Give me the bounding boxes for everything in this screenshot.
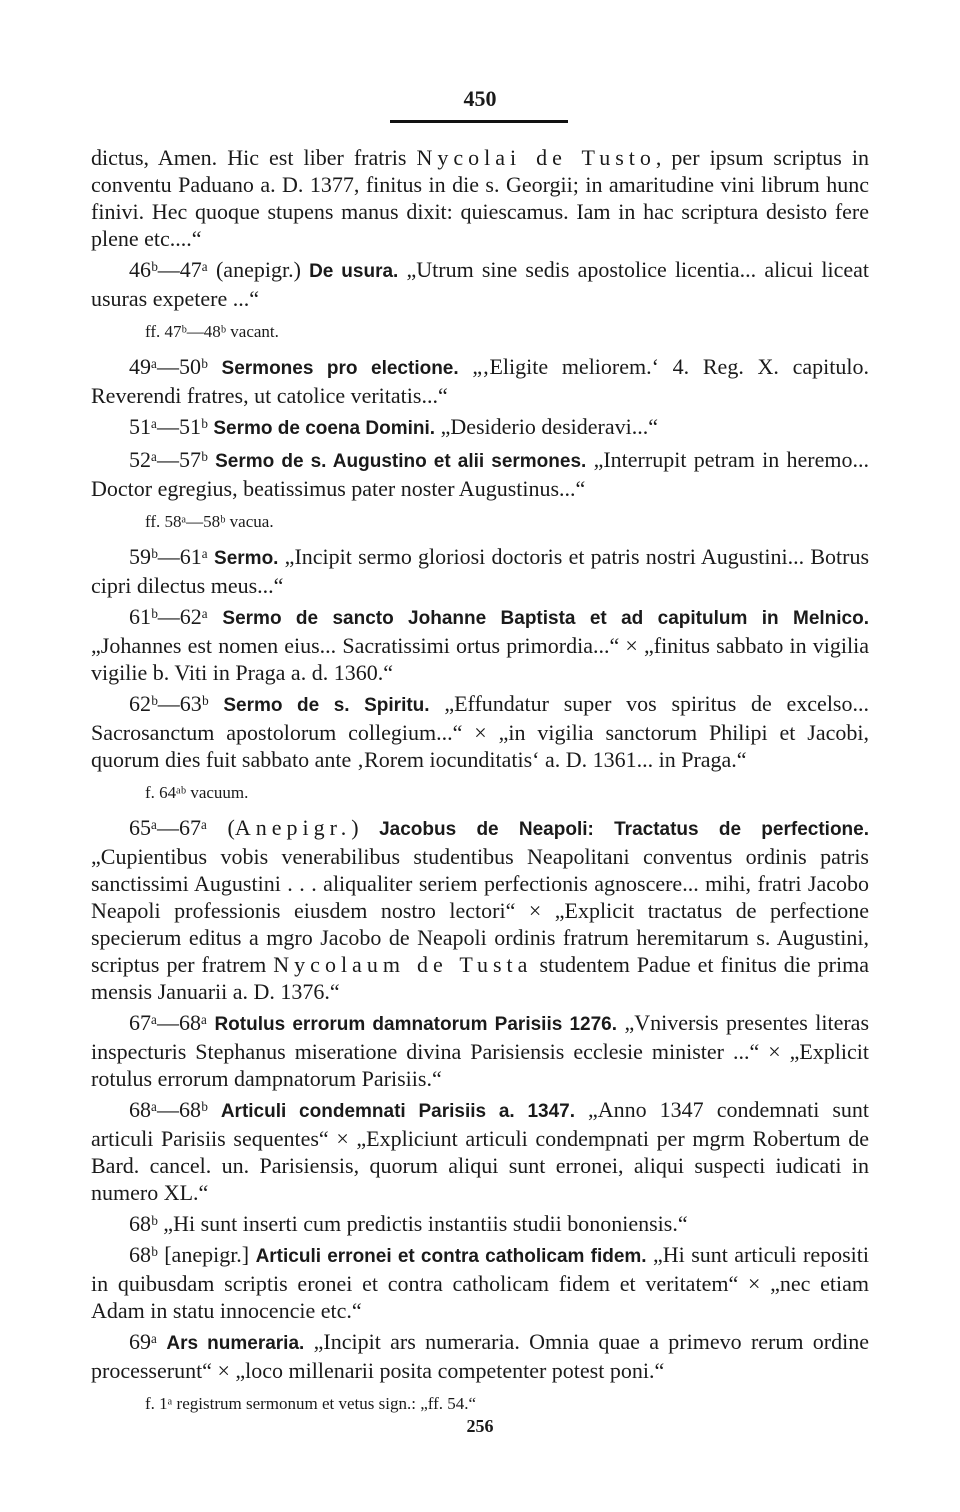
entry-text: „Hi sunt articuli repositi in quibusdam scriptis eronei et contra catholicam fidem et veritatem“ × „nec etiam Adam in statu innocencie etc.“ [91, 1242, 870, 1323]
folio-note [145, 318, 869, 345]
entry-text: „Incipit ars numeraria. Omnia quae a primevo rerum ordine processerunt“ × „loco millenarii posita competenter potest poni.“ [91, 1329, 870, 1383]
catalogue-entry [91, 1328, 869, 1384]
folio-note [145, 508, 869, 535]
entry-text: 52ᵃ—57ᵇ [129, 447, 216, 472]
entry-text: f. 1ᵃ registrum sermonum et vetus sign.: „ff. 54.“ [145, 1394, 477, 1413]
catalogue-entry [91, 603, 869, 686]
entry-text: 68ᵇ „Hi sunt inserti cum predictis instantiis studii bononiensis.“ [129, 1211, 688, 1236]
entry-title: De usura. [309, 261, 399, 282]
catalogue-entry [91, 144, 869, 252]
catalogue-entry [91, 1210, 869, 1237]
catalogue-entry [91, 353, 869, 409]
entry-text: „Incipit sermo gloriosi doctoris et patris nostri Augustini... Botrus cipri dilectus meus...“ [91, 544, 870, 598]
entry-text: 49ᵃ—50ᵇ [129, 354, 222, 379]
catalogue-entry [91, 814, 869, 1005]
entry-text: Anepigr. [234, 815, 352, 840]
catalogue-entry [91, 690, 869, 773]
entry-text: 61ᵇ—62ᵃ [129, 604, 223, 629]
entry-text: 46ᵇ—47ᵃ (anepigr.) [129, 257, 310, 282]
entry-title: Ars numeraria. [166, 1333, 305, 1354]
entry-text: dictus, Amen. Hic est liber fratris [91, 145, 417, 170]
catalogue-entry [91, 1096, 869, 1206]
entry-title: Sermo de s. Spiritu. [223, 695, 430, 716]
entry-title: Sermo de s. Augustino et alii sermones. [215, 451, 587, 472]
entry-text: 68ᵇ [anepigr.] [129, 1242, 256, 1267]
entry-text: „Anno 1347 condemnati sunt articuli Parisiis sequentes“ × „Expliciunt articuli condempnati per mgrm Robertum de Bard. cancel. un. Parisiensis, quorum aliqui sunt erronei, aliqui suspecti iudicati in numero XL.“ [91, 1097, 869, 1205]
entry-text: „Interrupit petram in heremo... Doctor egregius, beatissimus pater noster Augustinus...“ [91, 447, 869, 501]
entry-text: Nycolaum de Tusta [273, 952, 533, 977]
entry-title: Jacobus de Neapoli: Tractatus de perfectione. [379, 819, 870, 840]
entry-text: „Vniversis presentes literas inspecturis Stephanus miseratione divina Parisiensis ecclesie minister ...“ × „Explicit rotulus errorum dampnatorum Parisiis.“ [91, 1010, 870, 1091]
entry-text: 68ᵃ—68ᵇ [129, 1097, 221, 1122]
entry-text: studentem Padue et finitus die prima mensis Januarii a. D. 1376.“ [91, 952, 869, 1004]
header-rule [390, 120, 568, 123]
catalogue-text [91, 144, 869, 1425]
entry-text: 67ᵃ—68ᵃ [129, 1010, 215, 1035]
entry-title: Rotulus errorum damnatorum Parisiis 1276. [214, 1014, 618, 1035]
catalogue-entry [91, 1241, 869, 1324]
entry-text: „Johannes est nomen eius... Sacratissimi ortus primordia...“ × „finitus sabbato in vigilia vigilie b. Viti in Praga a. d. 1360.“ [91, 633, 869, 685]
folio-note [145, 779, 869, 806]
page-number: 450 [463, 86, 497, 111]
entry-text: 62ᵇ—63ᵇ [129, 691, 224, 716]
entry-text: ff. 47ᵇ—48ᵇ vacant. [145, 322, 279, 341]
folio-note [145, 1390, 869, 1417]
catalogue-entry [91, 446, 869, 502]
entry-text: 59ᵇ—61ᵃ [129, 544, 215, 569]
entry-text: „Cupientibus vobis venerabilibus studentibus Neapolitani conventus ordinis patris sanctissimi Augustini . . . aliqualiter seriem perfectionis agnoscere... mihi, fratri Jacobo Neapoli professionis eiusdem nostro lectori“ × „Explicit tractatus de perfectione specierum editus a mgro Jacobo de Neapoli ordinis fratrum heremitarum s. Augustini, scriptus per fratrem [91, 844, 869, 977]
entry-title: Sermo de sancto Johanne Baptista et ad capitulum in Melnico. [222, 608, 869, 629]
entry-text: ) [351, 815, 380, 840]
entry-text: „Utrum sine sedis apostolice licentia... alicui liceat usuras expetere ...“ [91, 257, 870, 311]
catalogue-entry [91, 413, 869, 442]
catalogue-entry [91, 543, 869, 599]
entry-text: 51ᵃ—51ᵇ [129, 414, 214, 439]
catalogue-entry [91, 1009, 869, 1092]
entry-text: „Effundatur super vos spiritus de excelso... Sacrosanctum apostolorum collegium...“ × „in vigilia sanctorum Philipi et Jacobi, quorum dies fuit sabbato ante ‚Rorem iocunditatis‘ a. D. 1361... in Praga.“ [91, 691, 869, 772]
entry-text: 65ᵃ—67ᵃ ( [129, 815, 235, 840]
entry-text: f. 64ᵃᵇ vacuum. [145, 783, 249, 802]
entry-text: Nycolai de Tusto [416, 145, 656, 170]
entry-text: ff. 58ᵃ—58ᵇ vacua. [145, 512, 274, 531]
catalogue-entry [91, 256, 869, 312]
entry-title: Articuli condemnati Parisiis a. 1347. [220, 1101, 576, 1122]
entry-text: 69ᵃ [129, 1329, 167, 1354]
entry-text: „Desiderio desideravi...“ [435, 414, 659, 439]
entry-title: Sermo de coena Domini. [213, 418, 436, 439]
entry-title: Sermones pro electione. [221, 358, 459, 379]
entry-title: Articuli erronei et contra catholicam fidem. [255, 1246, 647, 1267]
entry-text: „‚Eligite meliorem.‘ 4. Reg. X. capitulo. Reverendi fratres, ut catolice veritatis...“ [91, 354, 869, 408]
entry-text: , per ipsum scriptus in conventu Paduano a. D. 1377, finitus in die s. Georgii; in amaritudine vini librum hunc finivi. Hec quoque stupens manus dixit: quiescamus. Iam in hac scriptura desisto fere plene etc....“ [91, 145, 870, 251]
footer-number: 256 [466, 1416, 494, 1436]
entry-title: Sermo. [214, 548, 279, 569]
